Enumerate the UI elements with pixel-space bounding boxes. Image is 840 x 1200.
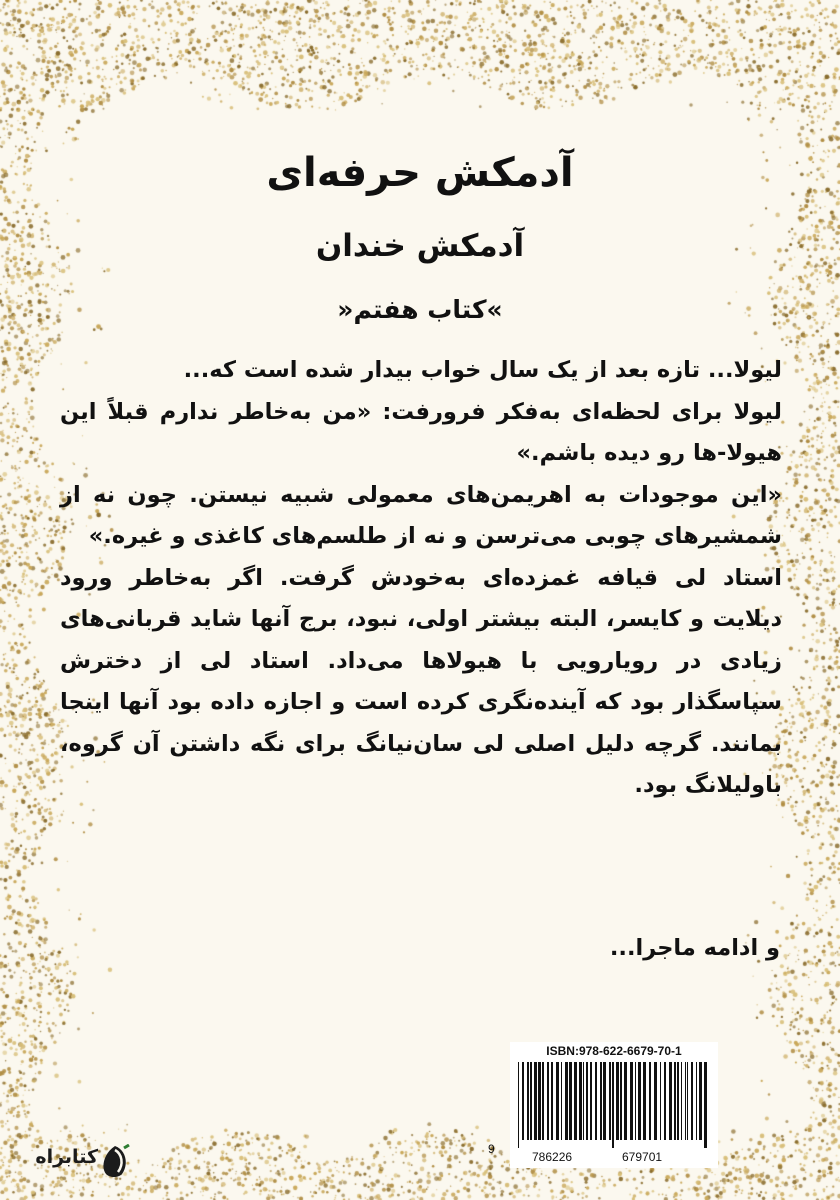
blurb-closing: و ادامه ماجرا... — [609, 935, 780, 961]
barcode-digits-left: 786226 — [532, 1150, 573, 1164]
barcode-bars — [516, 1062, 712, 1148]
volume-label: »کتاب هفتم« — [337, 295, 503, 324]
blurb-paragraph: لیولا برای لحظه‌ای به‌فکر فرورفت: «من به‌خاطر ندارم قبلاً این هیولا-ها رو دیده باشم.» — [60, 398, 782, 466]
blurb-paragraph: استاد لی قیافه غمزده‌ای به‌خودش گرفت. اگر به‌خاطر ورود دیلایت و کایسر، البته بیشتر اولی، نبود، برج آنها شاید قربانی‌های زیادی در رویارویی با هیولاها می‌داد. استاد لی از دخترش سپاسگذار بود که آینده‌نگری کرده است و اجازه داده بود آنها اینجا بمانند. گرچه دلیل اصلی لی سان‌نیانگ برای نگه داشتن آن گروه، باولیلانگ بود. — [60, 564, 782, 798]
publisher-logo — [10, 1140, 130, 1188]
blurb-paragraph: لیولا... تازه بعد از یک سال خواب بیدار شده است که... — [183, 357, 782, 383]
isbn-label: ISBN:978-622-6679-70-1 — [546, 1044, 682, 1058]
blurb-text — [60, 350, 782, 807]
blurb-paragraph: «این موجودات به اهریمن‌های معمولی شبیه نیستن. چون نه از شمشیرهای چوبی می‌ترسن و نه از طلسم‌های کاغذی و غیره.» — [60, 481, 782, 549]
barcode-digits-right: 679701 — [622, 1150, 663, 1164]
publisher-logo-text: کتابراه — [35, 1146, 98, 1168]
barcode-digit-first: 9 — [488, 1142, 495, 1156]
ketabrah-leaf-icon — [100, 1144, 130, 1178]
book-title: آدمکش حرفه‌ای — [266, 150, 574, 196]
isbn-barcode — [488, 1042, 718, 1168]
book-subtitle: آدمکش خندان — [315, 228, 525, 264]
